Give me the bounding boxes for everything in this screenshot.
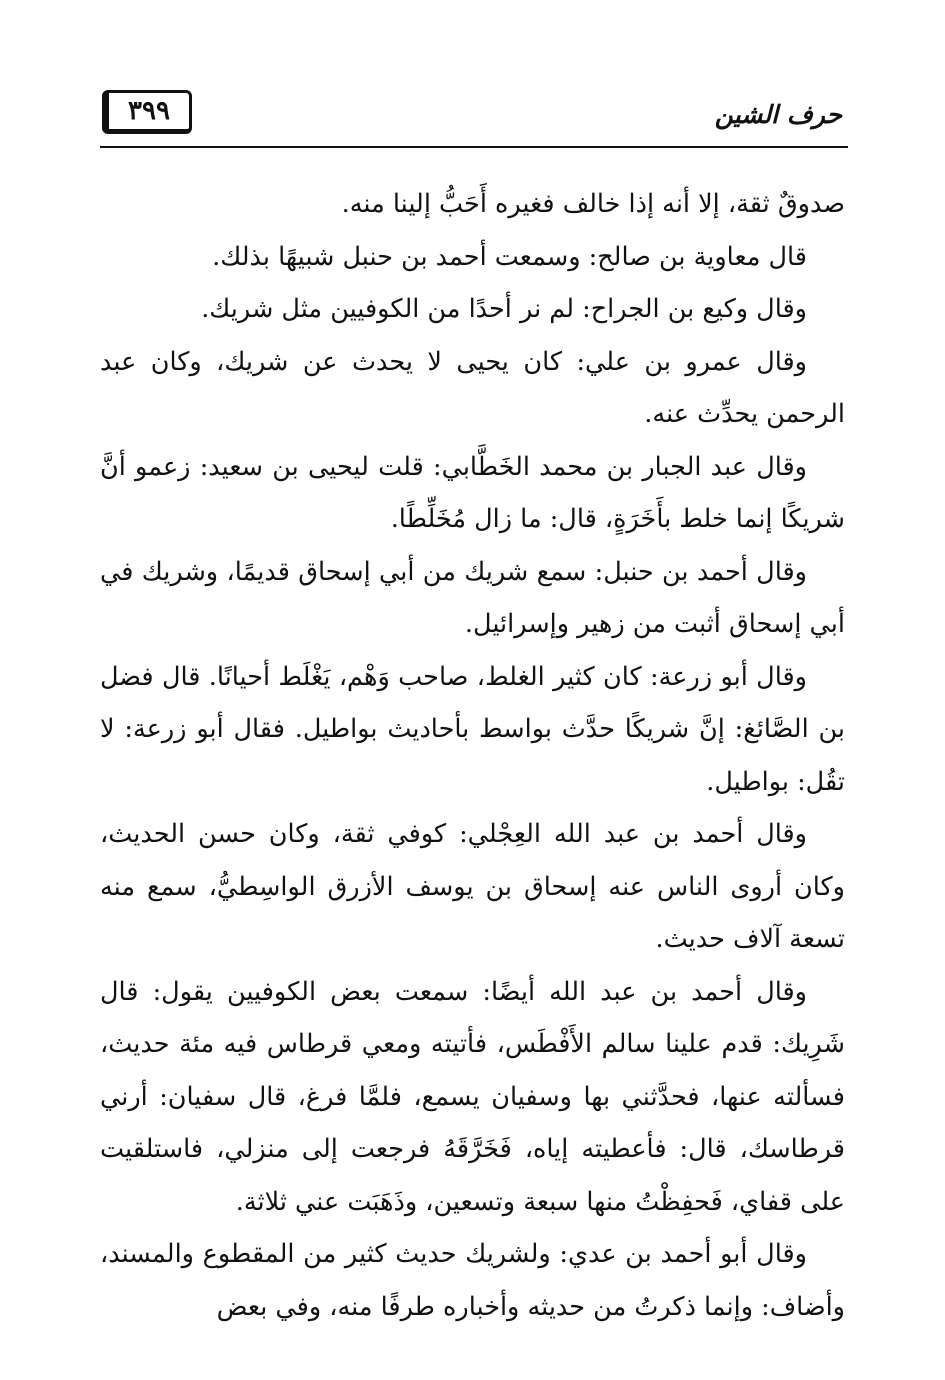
- paragraph-ahmad-ibn-hanbal: وقال أحمد بن حنبل: سمع شريك من أبي إسحاق قديمًا، وشريك في أبي إسحاق أثبت من زهير وإسرائيل.: [100, 556, 845, 639]
- paragraph-waki: وقال وكيع بن الجراح: لم نر أحدًا من الكوفيين مثل شريك.: [201, 294, 807, 324]
- paragraph-abu-zura: وقال أبو زرعة: كان كثير الغلط، صاحب وَهْم، يَغْلَط أحيانًا. قال فضل بن الصَّائغ: إنَّ شريكًا حدَّث بواسط بأحاديث بواطيل. فقال أبو زرعة: لا تقُل: بواطيل.: [100, 661, 845, 797]
- paragraph-amr-ibn-ali: وقال عمرو بن علي: كان يحيى لا يحدث عن شريك، وكان عبد الرحمن يحدِّث عنه.: [100, 346, 845, 429]
- body-text: [100, 178, 845, 1333]
- paragraph-ibn-adi: وقال أبو أحمد بن عدي: ولشريك حديث كثير من المقطوع والمسند، وأضاف: وإنما ذكرتُ من حديثه وأخباره طرفًا منه، وفي بعض: [100, 1239, 845, 1322]
- paragraph-al-ijli: وقال أحمد بن عبد الله العِجْلي: كوفي ثقة، وكان حسن الحديث، وكان أروى الناس عنه إسحاق بن يوسف الأزرق الواسِطيُّ، سمع منه تسعة آلاف حديث.: [100, 819, 845, 954]
- running-title: حرف الشين: [714, 100, 842, 129]
- paragraph-continuation: صدوقٌ ثقة، إلا أنه إذا خالف فغيره أَحَبُّ إلينا منه.: [341, 189, 845, 219]
- paragraph-muawiya: قال معاوية بن صالح: وسمعت أحمد بن حنبل شبيهًا بذلك.: [212, 241, 807, 272]
- paragraph-abd-al-jabbar: وقال عبد الجبار بن محمد الخَطَّابي: قلت ليحيى بن سعيد: زعمو أنَّ شريكًا إنما خلط بأَخَرَةٍ، قال: ما زال مُخَلِّطًا.: [100, 451, 845, 534]
- header-rule: [100, 146, 848, 148]
- page-number: ٣٩٩: [102, 90, 192, 134]
- page-header: [100, 88, 848, 154]
- paragraph-al-ijli-anecdote: وقال أحمد بن عبد الله أيضًا: سمعت بعض الكوفيين يقول: قال شَرِيك: قدم علينا سالم الأَفْطَس، فأتيته ومعي قرطاس فيه مئة حديث، فسألته عنها، فحدَّثني بها وسفيان يسمع، فلمَّا فرغ، قال سفيان: أرني قرطاسك، قال: فأعطيته إياه، فَخَرَّقَهُ فرجعت إلى منزلي، فاستلقيت على قفاي، فَحفِظْتُ منها سبعة وتسعين، وذَهَبَت عني ثلاثة.: [100, 976, 845, 1217]
